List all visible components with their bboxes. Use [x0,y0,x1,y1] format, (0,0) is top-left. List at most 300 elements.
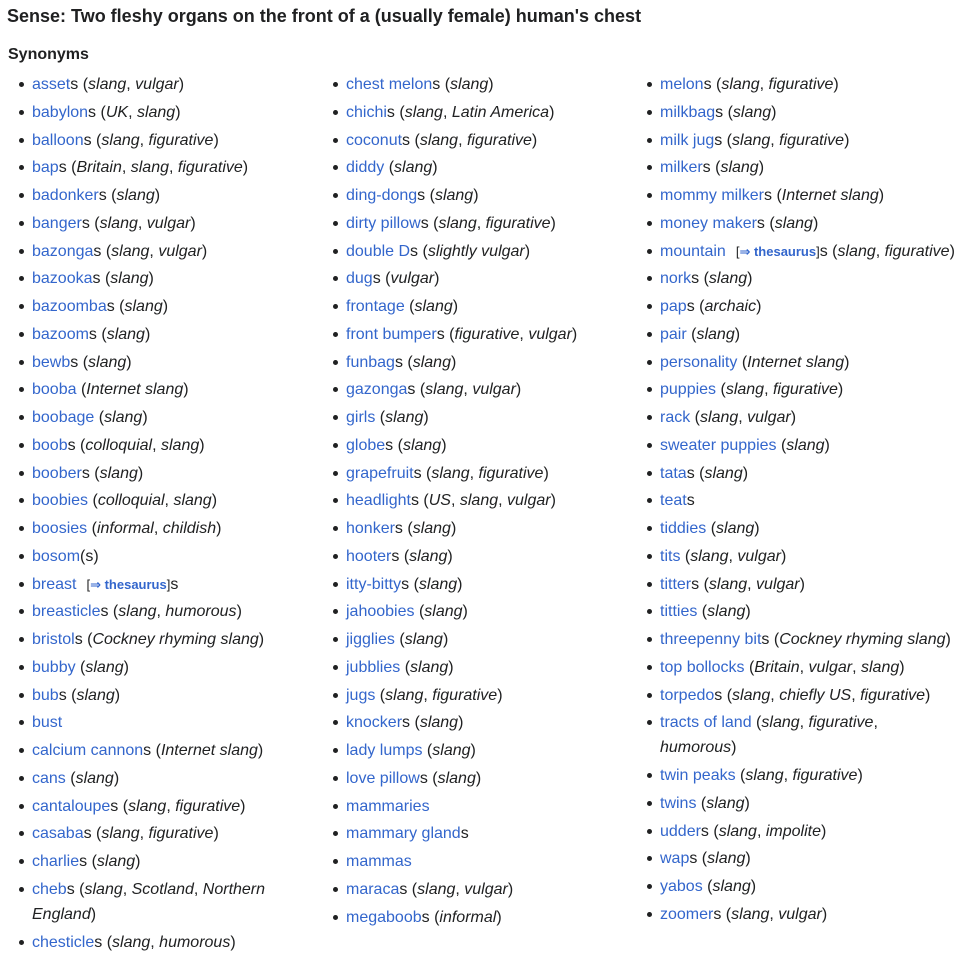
usage-qualifier: colloquial [85,436,153,454]
usage-qualifier: slang [412,520,451,537]
synonym-suffix: s [83,131,92,149]
synonym-link[interactable]: globe [346,436,386,454]
synonym-suffix: s [421,908,430,926]
synonym-item: tiddies (slang) [660,516,956,541]
synonym-suffix: s [58,159,67,177]
synonym-item: titters (slang, vulgar) [660,572,956,597]
usage-qualifier: slang [99,214,138,232]
usage-qualifier: slang [690,547,729,565]
synonym-suffix: s [399,880,408,898]
synonym-item: puppies (slang, figurative) [660,377,956,402]
synonym-link[interactable]: jugs [346,686,376,704]
usage-qualifier: figurative [432,686,498,704]
synonym-suffix: s [81,214,90,232]
synonym-link[interactable]: udder [660,822,701,840]
usage-qualifier: figurative [808,714,874,732]
synonym-link[interactable]: bazoomba [32,298,107,315]
synonym-item: twin peaks (slang, figurative) [660,763,956,788]
synonym-item: lady lumps (slang) [346,738,636,763]
usage-qualifier: Cockney rhyming slang [779,631,946,648]
synonym-link[interactable]: pap [660,298,687,315]
synonym-item: titties (slang) [660,599,956,624]
synonym-item: tits (slang, vulgar) [660,544,956,569]
usage-qualifier: Northern England [32,880,266,923]
synonym-suffix: s [419,769,428,787]
synonym-link[interactable]: twin peaks [660,767,736,784]
synonym-item: pair (slang) [660,322,956,347]
synonym-link[interactable]: top bollocks [660,658,745,676]
synonym-link[interactable]: bristol [32,631,75,648]
usage-qualifier: slang [101,131,140,149]
synonym-item: sweater puppies (slang) [660,433,956,458]
synonym-item: jigglies (slang) [346,627,636,652]
synonym-link[interactable]: sweater puppies [660,436,777,454]
synonym-link[interactable]: bub [32,686,59,704]
synonym-link[interactable]: threepenny bit [660,631,762,648]
synonym-suffix: s [386,103,395,121]
synonym-suffix: s [417,187,426,204]
synonym-link[interactable]: boober [32,464,82,482]
usage-qualifier: slang [707,850,746,868]
thesaurus-link: [⇒ thesaurus] [735,243,820,259]
synonym-link[interactable]: twins [660,794,697,812]
usage-qualifier: slightly vulgar [427,242,525,260]
synonym-item: breasticles (slang, humorous) [32,599,322,624]
synonym-link[interactable]: wap [660,850,690,868]
synonym-column-2 [346,72,636,932]
usage-qualifier: slang [861,658,900,676]
synonym-link[interactable]: megaboob [346,908,422,926]
synonym-suffix: s [391,547,400,565]
synonym-item [346,821,636,846]
usage-qualifier: slang [104,409,143,426]
synonym-item: melons (slang, figurative) [660,72,956,97]
synonym-item: yabos (slang) [660,874,956,899]
synonym-link[interactable]: hooter [346,547,392,565]
synonym-link[interactable]: boobage [32,409,95,426]
usage-qualifier: slang [720,159,759,177]
synonym-link[interactable]: boosies [32,520,88,537]
synonym-link[interactable]: lady lumps [346,742,423,759]
synonym-suffix: s [372,270,381,288]
usage-qualifier: figurative [454,325,520,343]
usage-qualifier: vulgar [135,76,179,93]
synonym-suffix: s [686,464,695,482]
synonym-item: tatas (slang) [660,461,956,486]
synonym-item: jugs (slang, figurative) [346,683,636,708]
synonym-link[interactable]: mountain [660,242,726,260]
usage-qualifier: archaic [704,298,757,315]
synonym-item: tracts of land (slang, figurative, humorous) [660,710,956,760]
synonym-suffix: s [66,880,75,898]
synonym-item: waps (slang) [660,846,956,871]
synonym-link[interactable]: maraca [346,880,400,898]
synonym-item: zoomers (slang, vulgar) [660,902,956,927]
usage-qualifier: slang [721,76,760,93]
synonym-suffix: s [110,797,119,815]
synonym-item: bubs (slang) [32,683,322,708]
synonym-link[interactable]: chest melon [346,76,433,93]
synonym-item: boobers (slang) [32,461,322,486]
synonym-item [660,488,956,513]
synonym-suffix: s [420,214,429,232]
usage-qualifier: vulgar [778,905,822,923]
usage-qualifier: UK [105,103,129,121]
synonym-suffix: s [686,492,695,510]
synonym-link[interactable]: tracts of land [660,714,752,732]
synonym-link[interactable]: banger [32,214,82,232]
usage-qualifier: slang [731,905,770,923]
synonym-link[interactable]: milkbag [660,103,716,121]
synonym-link[interactable]: calcium cannon [32,742,144,759]
usage-qualifier: Internet slang [747,353,845,371]
synonym-link[interactable]: tits [660,547,681,565]
usage-qualifier: vulgar [756,575,800,593]
synonym-suffix: s [686,298,695,315]
synonym-link[interactable]: funbag [346,353,395,371]
synonym-item: assets (slang, vulgar) [32,72,322,97]
synonym-item: girls (slang) [346,405,636,430]
synonym-link[interactable]: girls [346,409,376,426]
usage-qualifier: slang [414,298,453,315]
synonym-link[interactable]: headlight [346,492,411,510]
synonym-suffix: s [81,464,90,482]
synonym-link[interactable]: money maker [660,214,757,232]
synonym-link[interactable]: bazoom [32,325,89,343]
synonym-link[interactable]: nork [660,270,692,288]
synonym-suffix: s [92,270,101,288]
synonym-link[interactable]: double D [346,242,411,260]
usage-qualifier: slang [761,714,800,732]
synonym-item: bewbs (slang) [32,350,322,375]
synonym-suffix: s [394,520,403,537]
usage-qualifier: slang [173,492,212,510]
synonym-link[interactable]: jubblies [346,658,401,676]
usage-qualifier: slang [837,242,876,260]
usage-qualifier: slang [732,103,772,121]
synonym-item: globes (slang) [346,433,636,458]
synonym-link[interactable]: charlie [32,853,80,870]
usage-qualifier: figurative [177,159,243,177]
usage-qualifier: slang [118,603,157,621]
synonym-link[interactable]: yabos [660,878,703,895]
usage-qualifier: slang [85,658,124,676]
synonym-link[interactable]: jahoobies [346,603,415,621]
synonym-link[interactable]: honker [346,520,395,537]
synonym-link[interactable]: zoomer [660,905,714,923]
synonym-column-1 [32,72,322,957]
usage-qualifier: figurative [772,381,838,399]
synonym-link[interactable]: puppies [660,381,717,399]
synonym-link[interactable]: milker [660,159,703,177]
synonym-link[interactable]: bazonga [32,242,94,260]
synonym-link[interactable]: mammas [346,853,412,870]
synonym-link[interactable]: chesticle [32,933,95,951]
usage-qualifier: slang [434,187,474,204]
synonym-link[interactable]: babylon [32,103,89,121]
usage-qualifier: slang [696,325,735,343]
synonym-item: calcium cannons (Internet slang) [32,738,322,763]
synonym-suffix: s [100,603,109,621]
usage-qualifier: slang [417,880,456,898]
synonym-link[interactable]: bazooka [32,270,93,288]
synonym-link[interactable]: boobies [32,492,89,510]
synonym-item [346,849,636,874]
synonym-link[interactable]: casaba [32,825,84,843]
synonym-suffix: s [715,103,724,121]
synonym-item: gazongas (slang, vulgar) [346,377,636,402]
synonym-item: coconuts (slang, figurative) [346,128,636,153]
synonym-item: grapefruits (slang, figurative) [346,461,636,486]
synonym-item: bazooms (slang) [32,322,322,347]
synonym-suffix: s [713,905,722,923]
usage-qualifier: Cockney rhyming slang [92,631,259,648]
usage-qualifier: vulgar [747,409,791,426]
synonym-link[interactable]: teat [660,492,687,510]
synonym-suffix: s [70,76,79,93]
synonym-link[interactable]: cantaloupe [32,797,111,815]
synonym-item: casabas (slang, figurative) [32,821,322,846]
synonym-link[interactable]: boob [32,436,68,454]
synonym-link[interactable]: bosom [32,547,81,565]
synonym-link[interactable]: titter [660,575,692,593]
synonym-suffix: s [691,270,700,288]
synonym-item: knockers (slang) [346,710,636,735]
synonym-item: chest melons (slang) [346,72,636,97]
synonym-suffix: s [58,686,67,704]
usage-qualifier: slang [404,103,443,121]
synonym-suffix: s [691,575,700,593]
synonym-suffix: s [436,325,445,343]
synonym-item: paps (archaic) [660,294,956,319]
usage-qualifier: humorous [159,933,231,951]
usage-qualifier: slang [708,575,748,593]
synonym-item: cans (slang) [32,766,322,791]
usage-qualifier: figurative [860,686,926,704]
synonym-link[interactable]: breast [32,575,77,593]
thesaurus-link-label[interactable]: ⇒ thesaurus [90,576,167,592]
synonym-link[interactable]: torpedo [660,686,715,704]
usage-qualifier: slang [404,631,443,648]
synonym-suffix: s [67,436,76,454]
synonym-item: milkbags (slang) [660,100,956,125]
synonym-item: boobies (colloquial, slang) [32,488,322,513]
synonym-link[interactable]: mammaries [346,797,430,815]
synonym-suffix: s [714,686,723,704]
synonym-item: dugs (vulgar) [346,266,636,291]
usage-qualifier: figurative [884,242,950,260]
usage-qualifier: vulgar [528,325,572,343]
usage-qualifier: slang [128,797,167,815]
usage-qualifier: figurative [792,767,858,784]
synonym-suffix: s [819,242,828,260]
usage-qualifier: vulgar [464,880,508,898]
synonym-suffix: s [460,825,469,843]
synonym-item: babylons (UK, slang) [32,100,322,125]
synonym-link[interactable]: milk jug [660,131,715,149]
usage-qualifier: slang [84,880,123,898]
usage-qualifier: Latin America [451,103,550,121]
synonym-link[interactable]: tiddies [660,520,707,537]
synonym-suffix: s [143,742,152,759]
synonym-suffix: s [702,159,711,177]
usage-qualifier: vulgar [507,492,551,510]
synonym-item: boobage (slang) [32,405,322,430]
usage-qualifier: slang [160,436,200,454]
synonym-link[interactable]: booba [32,381,77,399]
synonym-link[interactable]: grapefruit [346,464,414,482]
synonym-item: funbags (slang) [346,350,636,375]
usage-qualifier: slang [124,298,163,315]
usage-qualifier: vulgar [158,242,202,260]
synonym-link[interactable]: gazonga [346,381,408,399]
synonym-suffix: s [170,575,179,593]
usage-qualifier: childish [162,520,217,537]
synonym-link[interactable]: asset [32,76,71,93]
usage-qualifier: slang [410,658,449,676]
synonym-link[interactable]: mommy milker [660,187,764,204]
synonym-item: boosies (informal, childish) [32,516,322,541]
synonym-link[interactable]: cheb [32,880,67,898]
synonym-link[interactable]: personality [660,353,738,371]
synonym-item: front bumpers (figurative, vulgar) [346,322,636,347]
synonym-item: milkers (slang) [660,155,956,180]
usage-qualifier: slang [106,325,145,343]
synonym-suffix: s [761,631,770,648]
synonym-item: chesticles (slang, humorous) [32,930,322,955]
usage-qualifier: slang [402,436,442,454]
synonym-item: charlies (slang) [32,849,322,874]
usage-qualifier: figurative [779,131,845,149]
synonym-link[interactable]: breasticle [32,603,101,621]
synonym-item: double Ds (slightly vulgar) [346,239,636,264]
synonym-item [32,572,322,597]
synonym-link[interactable]: itty-bitty [346,575,402,593]
usage-qualifier: figurative [485,214,551,232]
usage-qualifier: slang [786,436,825,454]
synonym-item: milk jugs (slang, figurative) [660,128,956,153]
usage-qualifier: chiefly US [779,686,852,704]
synonym-item [32,710,322,735]
usage-qualifier: slang [704,464,743,482]
synonym-link[interactable]: jigglies [346,631,395,648]
usage-qualifier: Internet slang [86,381,184,399]
synonym-link[interactable]: pair [660,325,687,343]
usage-qualifier: slang [706,794,745,812]
synonym-item: booba (Internet slang) [32,377,322,402]
synonym-link[interactable]: front bumper [346,325,437,343]
synonym-item: badonkers (slang) [32,183,322,208]
usage-qualifier: US [428,492,451,510]
usage-qualifier: slang [425,381,464,399]
synonym-suffix: s [410,242,419,260]
synonym-item: jubblies (slang) [346,655,636,680]
usage-qualifier: slang [418,575,458,593]
synonym-link[interactable]: badonker [32,187,99,204]
synonym-link[interactable]: bewb [32,353,71,371]
synonym-link[interactable]: mammary gland [346,825,461,843]
synonym-item: love pillows (slang) [346,766,636,791]
synonym-link[interactable]: dug [346,270,373,288]
usage-qualifier: figurative [148,131,214,149]
usage-qualifier: slang [99,464,138,482]
synonym-item: itty-bittys (slang) [346,572,636,597]
usage-qualifier: Britain [754,658,800,676]
synonym-link[interactable]: rack [660,409,691,426]
synonym-suffix: s [703,76,712,93]
usage-qualifier: slang [419,131,459,149]
synonym-suffix: s [756,214,765,232]
usage-qualifier: slang [432,742,471,759]
synonym-suffix: s [94,933,103,951]
synonym-suffix: (s) [80,547,99,565]
synonym-suffix: s [407,381,416,399]
synonym-link[interactable]: knocker [346,714,403,732]
synonym-item: diddy (slang) [346,155,636,180]
usage-qualifier: slang [459,492,499,510]
synonym-link[interactable]: melon [660,76,704,93]
synonym-item: honkers (slang) [346,516,636,541]
synonym-link[interactable]: cans [32,769,66,787]
usage-qualifier: slang [385,409,424,426]
synonym-item: hooters (slang) [346,544,636,569]
usage-qualifier: slang [707,603,746,621]
synonym-link[interactable]: bust [32,714,63,732]
usage-qualifier: slang [110,270,149,288]
synonym-link[interactable]: balloon [32,131,84,149]
usage-qualifier: vulgar [737,547,781,565]
synonym-link[interactable]: love pillow [346,769,420,787]
synonym-item: bristols (Cockney rhyming slang) [32,627,322,652]
synonym-item: maracas (slang, vulgar) [346,877,636,902]
usage-qualifier: slang [708,270,748,288]
synonym-suffix: s [714,131,723,149]
synonym-suffix: s [385,436,394,454]
synonym-item: chichis (slang, Latin America) [346,100,636,125]
synonym-suffix: s [106,298,115,315]
synonym-link[interactable]: titties [660,603,698,621]
synonym-item: frontage (slang) [346,294,636,319]
usage-qualifier: slang [732,686,771,704]
synonym-suffix: s [402,131,411,149]
synonym-link[interactable]: tata [660,464,687,482]
thesaurus-link-label[interactable]: ⇒ thesaurus [739,243,817,259]
usage-qualifier: slang [394,159,433,177]
synonym-link[interactable]: frontage [346,298,405,315]
usage-qualifier: slang [112,933,151,951]
synonym-link[interactable]: diddy [346,159,385,177]
synonym-item: bazookas (slang) [32,266,322,291]
usage-qualifier: vulgar [390,270,435,288]
synonym-item [32,544,322,569]
synonym-link[interactable]: bubby [32,658,76,676]
synonym-link[interactable]: dirty pillow [346,214,421,232]
usage-qualifier: vulgar [472,381,516,399]
usage-qualifier: slang [712,878,751,895]
synonym-link[interactable]: bap [32,159,59,177]
synonym-item: threepenny bits (Cockney rhyming slang) [660,627,956,652]
usage-qualifier: slang [431,464,470,482]
synonym-link[interactable]: coconut [346,131,403,149]
synonym-link[interactable]: ding-dong [346,187,418,204]
usage-qualifier: slang [88,76,127,93]
usage-qualifier: Scotland [131,880,194,898]
usage-qualifier: Britain [76,159,122,177]
synonym-suffix: s [402,714,411,732]
synonym-suffix: s [70,353,79,371]
usage-qualifier: figurative [148,825,214,843]
synonym-link[interactable]: chichi [346,103,387,121]
